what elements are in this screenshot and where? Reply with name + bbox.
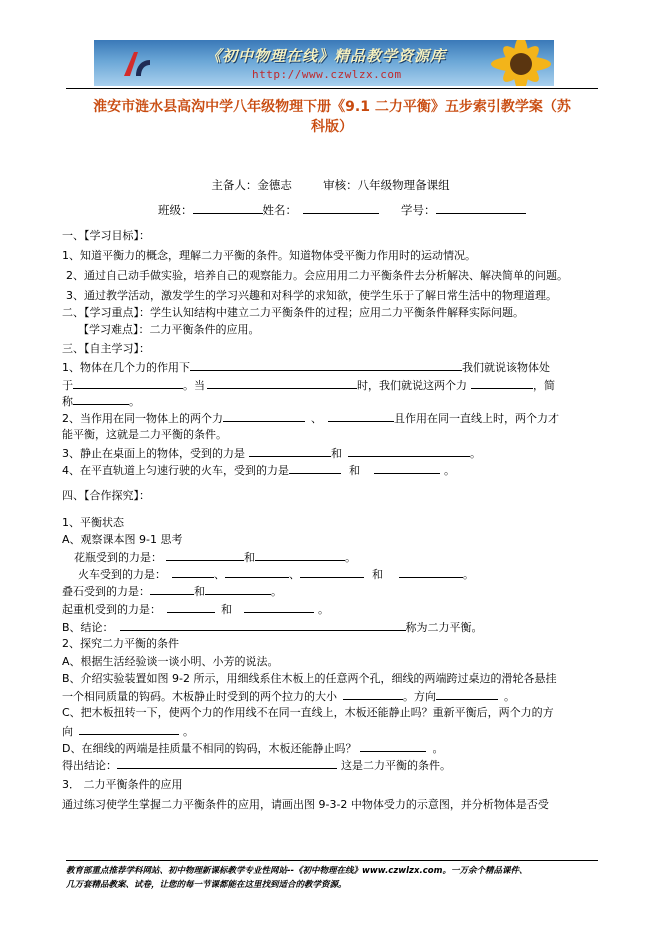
application-title: 3． 二力平衡条件的应用 xyxy=(62,778,183,791)
derived-blank[interactable] xyxy=(117,758,337,769)
q1-blank-1[interactable] xyxy=(190,360,462,371)
vase-blank-2[interactable] xyxy=(255,550,345,561)
application-text: 通过练习使学生掌握二力平衡条件的应用，请画出图 9-3-2 中物体受力的示意图，并分析物体是否受 xyxy=(62,798,549,811)
banner-url[interactable]: http://www.czwlzx.com xyxy=(252,68,402,81)
train-blank-2[interactable] xyxy=(225,567,289,578)
site-logo-icon xyxy=(120,46,154,80)
q3-blank-2[interactable] xyxy=(348,446,470,457)
stone-blank-2[interactable] xyxy=(205,584,271,595)
vase-forces xyxy=(74,550,356,565)
vase-text-c: 。 xyxy=(345,551,356,564)
goal-2: 2、通过自己动手做实验，培养自己的观察能力。会应用用二力平衡条件去分析解决、解决简单的问题。 xyxy=(66,269,568,282)
q1-text-h: 。 xyxy=(129,395,140,408)
header-banner xyxy=(94,40,554,86)
q1-text-b: 我们就说该物体处 xyxy=(462,361,550,374)
balance-state-title: 1、平衡状态 xyxy=(62,516,124,529)
train-blank-1[interactable] xyxy=(172,567,214,578)
vase-blank-1[interactable] xyxy=(166,550,244,561)
footer-line2: 几万套精品教案、试卷，让您的每一节课都能在这里找到适合的教学资源。 xyxy=(66,880,347,890)
section-self-study-heading: 三、【自主学习】： xyxy=(62,342,150,355)
explore-d xyxy=(62,741,443,756)
crane-text-c: 。 xyxy=(318,603,329,616)
q1-text-g: 称 xyxy=(62,395,73,408)
preparer: 主备人：金德志 xyxy=(211,178,292,192)
document-title xyxy=(62,97,602,137)
stone-text-c: 。 xyxy=(271,585,282,598)
train-blank-4[interactable] xyxy=(399,567,463,578)
question-1-line3 xyxy=(62,394,140,409)
q1-text-f: ，简 xyxy=(533,379,555,392)
train-text-d: 和 xyxy=(372,568,383,581)
explore-b-line1: B、介绍实验装置如图 9-2 所示，用细线系住木板上的任意两个孔，细线的两端跨过桌边的滑轮各悬挂 xyxy=(62,672,557,685)
q3-text-b: 和 xyxy=(331,447,342,460)
q1-text-d: 。当 xyxy=(183,379,205,392)
explore-b-blank-1[interactable] xyxy=(343,689,403,700)
conclusion-blank[interactable] xyxy=(120,620,406,631)
crane-forces xyxy=(62,602,329,617)
train-text-e: 。 xyxy=(463,568,474,581)
q1-text-a: 1、物体在几个力的作用下 xyxy=(62,361,190,374)
document-title-line2: 科版） xyxy=(311,119,353,135)
class-field[interactable] xyxy=(193,203,263,214)
q1-blank-4[interactable] xyxy=(471,378,533,389)
q1-text-c: 于 xyxy=(62,379,73,392)
stone-text-a: 叠石受到的力是： xyxy=(62,585,150,598)
difficult-points: 【学习难点】：二力平衡条件的应用。 xyxy=(78,323,260,336)
train-forces xyxy=(78,567,474,582)
explore-d-text-b: 。 xyxy=(432,742,444,755)
document-title-line1: 淮安市涟水县高沟中学八年级物理下册《9.1 二力平衡》五步索引教学案（苏 xyxy=(93,99,571,115)
train-text-a: 火车受到的力是： xyxy=(78,568,166,581)
stone-text-b: 和 xyxy=(194,585,205,598)
crane-blank-2[interactable] xyxy=(244,602,314,613)
q4-text-c: 。 xyxy=(444,464,455,477)
q1-blank-3[interactable] xyxy=(207,378,357,389)
explore-b-line2 xyxy=(62,689,515,704)
stone-forces xyxy=(62,584,282,599)
q3-text-c: 。 xyxy=(470,447,481,460)
footer-divider xyxy=(66,860,598,861)
author-line xyxy=(0,177,661,193)
stone-blank-1[interactable] xyxy=(150,584,194,595)
id-field[interactable] xyxy=(436,203,526,214)
question-1-line1 xyxy=(62,360,550,375)
conclusion-line xyxy=(62,620,483,635)
explore-c-line1: C、把木板扭转一下，使两个力的作用线不在同一直线上，木板还能静止吗？重新平衡后，两个力的方 xyxy=(62,706,554,719)
q3-text-a: 3、静止在桌面上的物体，受到的力是 xyxy=(62,447,245,460)
name-field[interactable] xyxy=(303,203,379,214)
observe-figure-text: A、观察课本图 9-1 思考 xyxy=(62,533,183,546)
explore-d-blank[interactable] xyxy=(360,741,426,752)
q2-text-b: 、 xyxy=(311,412,322,425)
question-4 xyxy=(62,463,455,478)
q4-blank-2[interactable] xyxy=(374,463,440,474)
crane-text-a: 起重机受到的力是： xyxy=(62,603,161,616)
footer-line1: 教育部重点推荐学科网站、初中物理新课标教学专业性网站--《初中物理在线》www.czwlzx.com。一万余个精品课件、 xyxy=(66,866,528,876)
explore-b-text-a: 一个相同质量的钩码。木板静止时受到的两个拉力的大小 xyxy=(62,690,337,703)
student-info-line xyxy=(158,203,526,217)
question-2-line2: 能平衡，这就是二力平衡的条件。 xyxy=(62,428,227,441)
train-text-b: 、 xyxy=(214,568,225,581)
crane-text-b: 和 xyxy=(221,603,232,616)
goal-3: 3、通过教学活动，激发学生的学习兴趣和对科学的求知欲，使学生乐于了解日常生活中的物理道理。 xyxy=(66,289,557,302)
derived-text-b: 这是二力平衡的条件。 xyxy=(341,759,451,772)
question-2-line1 xyxy=(62,411,559,426)
explore-a: A、根据生活经验谈一谈小明、小芳的说法。 xyxy=(62,655,279,668)
name-label: 姓名： xyxy=(262,203,297,217)
explore-b-text-b: 。方向 xyxy=(403,690,436,703)
train-blank-3[interactable] xyxy=(300,567,364,578)
explore-d-text-a: D、在细线的两端是挂质量不相同的钩码，木板还能静止吗？ xyxy=(62,742,357,755)
derived-conclusion xyxy=(62,758,451,773)
explore-c-text-b: 。 xyxy=(183,725,194,738)
sunflower-icon xyxy=(486,40,554,86)
reviewer: 审核：八年级物理备课组 xyxy=(323,178,450,192)
question-1-line2 xyxy=(62,378,555,393)
key-points: 二、【学习重点】：学生认知结构中建立二力平衡条件的过程；应用二力平衡条件解释实际问题。 xyxy=(62,306,524,319)
q2-text-a: 2、当作用在同一物体上的两个力 xyxy=(62,412,223,425)
q2-blank-1[interactable] xyxy=(223,411,305,422)
q1-blank-2[interactable] xyxy=(73,378,183,389)
vase-text-a: 花瓶受到的力是： xyxy=(74,551,162,564)
explore-b-text-c: 。 xyxy=(504,690,515,703)
q2-text-c: 且作用在同一直线上时，两个力才 xyxy=(394,412,559,425)
question-3 xyxy=(62,446,481,461)
goal-1: 1、知道平衡力的概念，理解二力平衡的条件。知道物体受平衡力作用时的运动情况。 xyxy=(62,249,476,262)
section-cooperative-heading: 四、【合作探究】： xyxy=(62,489,150,502)
explore-c-line2 xyxy=(62,724,194,739)
conclusion-text-a: B、结论： xyxy=(62,621,114,634)
q3-blank-1[interactable] xyxy=(249,446,331,457)
id-label: 学号： xyxy=(401,203,436,217)
q4-text-a: 4、在平直轨道上匀速行驶的火车，受到的力是 xyxy=(62,464,289,477)
vase-text-b: 和 xyxy=(244,551,255,564)
header-divider xyxy=(66,88,598,89)
q1-blank-5[interactable] xyxy=(73,394,129,405)
derived-text-a: 得出结论： xyxy=(62,759,117,772)
banner-title: 《初中物理在线》精品教学资源库 xyxy=(206,47,447,65)
explore-c-blank[interactable] xyxy=(79,724,179,735)
q2-blank-2[interactable] xyxy=(328,411,394,422)
explore-b-blank-2[interactable] xyxy=(436,689,498,700)
q4-text-b: 和 xyxy=(349,464,360,477)
explore-title: 2、探究二力平衡的条件 xyxy=(62,637,179,650)
explore-c-text-a: 向 xyxy=(62,725,73,738)
train-text-c: 、 xyxy=(289,568,300,581)
conclusion-text-b: 称为二力平衡。 xyxy=(405,621,483,634)
class-label: 班级： xyxy=(158,203,193,217)
q1-text-e: 时，我们就说这两个力 xyxy=(357,379,467,392)
section-goals-heading: 一、【学习目标】： xyxy=(62,229,150,242)
q4-blank-1[interactable] xyxy=(289,463,341,474)
crane-blank-1[interactable] xyxy=(167,602,215,613)
